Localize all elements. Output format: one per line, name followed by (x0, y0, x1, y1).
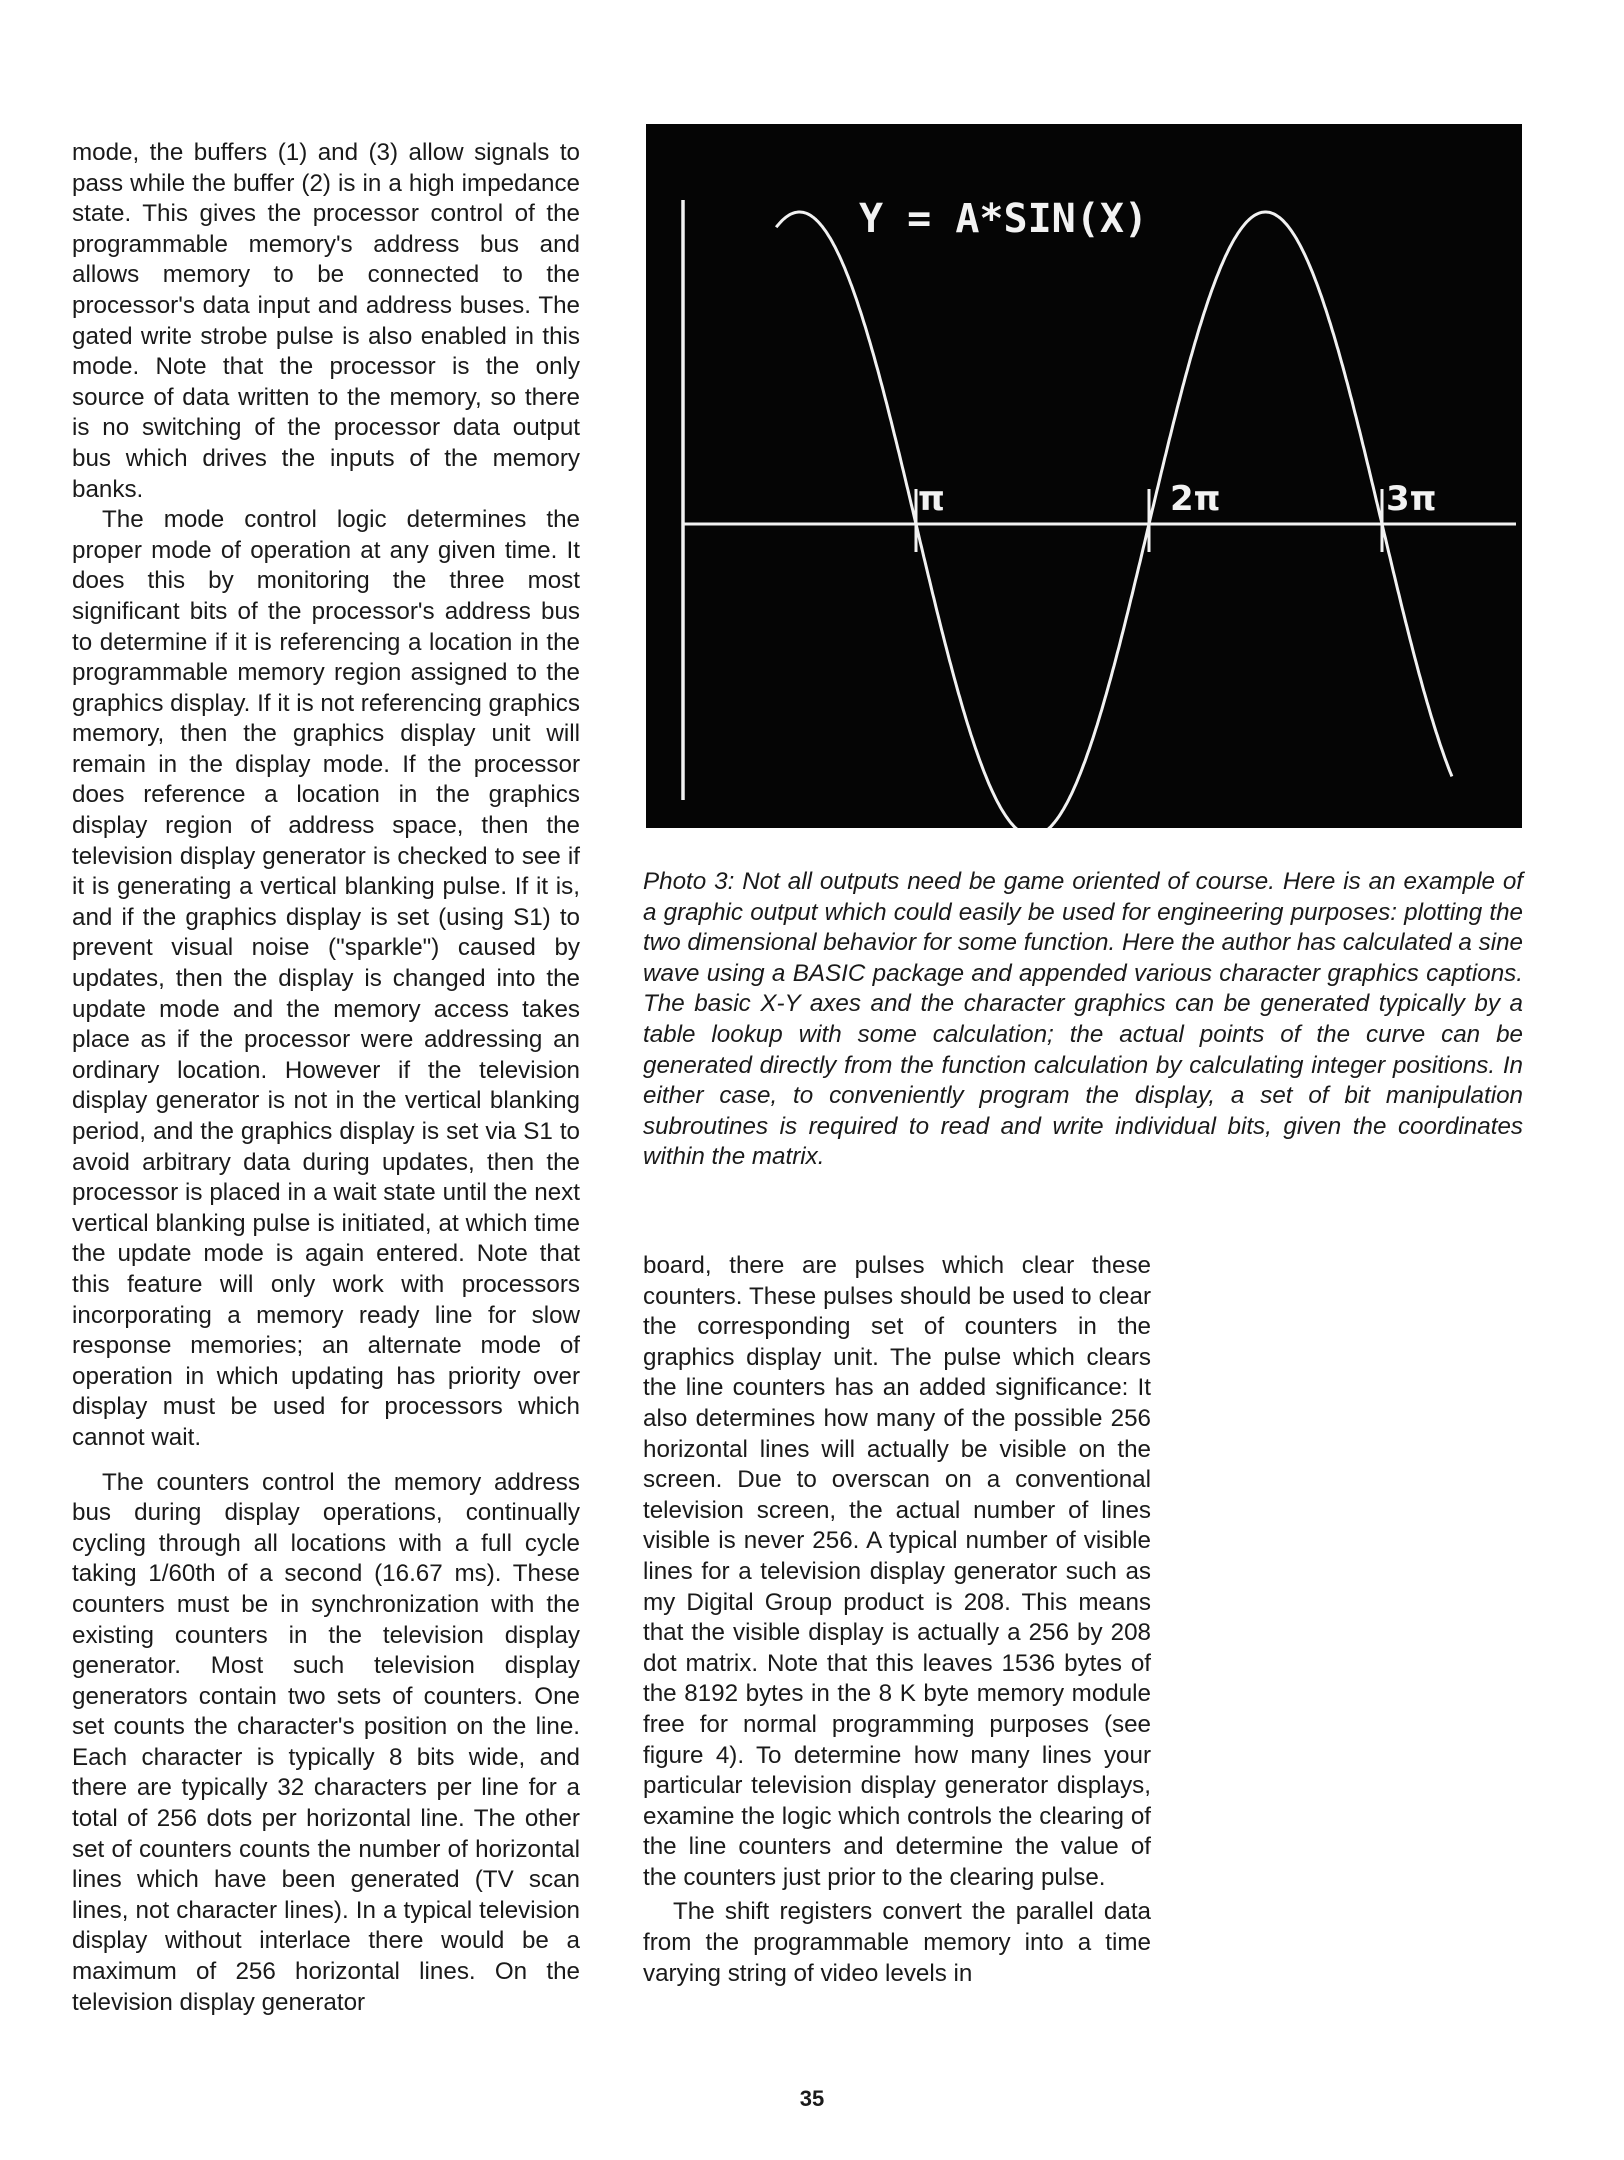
paragraph: mode, the buffers (1) and (3) allow signals to pass while the buffer (2) is in a high impedance state. This gives the processor control of the programmable memory's address bus and allows memory to be connected to the processor's data input and address buses. The gated write strobe pulse is also enabled in this mode. Note that the processor is the only source of data written to the memory, so there is no switching of the processor data output bus which drives the inputs of the memory banks. (72, 139, 580, 503)
paragraph: The mode control logic determines the proper mode of operation at any given time. It does this by monitoring the three most significant bits of the processor's address bus to determine if it is referencing a location in the programmable memory region assigned to the graphics display. If it is not referencing graphics memory, then the graphics display unit will remain in the display mode. If the processor does reference a location in the graphics display region of address space, then the television display generator is checked to see if it is generating a vertical blanking pulse. If it is, and if the graphics display is set (using S1) to prevent visual noise ("sparkle") caused by updates, then the display is changed into the update mode and the memory access takes place as if the processor were addressing an ordinary location. However if the television display generator is not in the vertical blanking period, and the graphics display is set via S1 to avoid arbitrary data during updates, then the processor is placed in a wait state until the next vertical blanking pulse is initiated, at which time the update mode is again entered. Note that this feature will only work with processors incorporating a memory ready line for slow response memories; an alternate mode of operation in which updating has priority over display must be used for processors which cannot wait. (72, 506, 580, 1451)
paragraph: The counters control the memory address bus during display operations, continually cycling through all locations with a full cycle taking 1/60th of a second (16.67 ms). These counters must be in synchronization with the existing counters in the television display generator. Most such television display generators contain two sets of counters. One set counts the character's position on the line. Each character is typically 8 bits wide, and there are typically 32 characters per line for a total of 256 dots per horizontal line. The other set of counters counts the number of horizontal lines which have been generated (TV scan lines, not character lines). In a typical television display without interlace there would be a maximum of 256 horizontal lines. On the television display generator (72, 1468, 580, 2016)
right-text-column (643, 1251, 1151, 1989)
label-3pi: 3π (1386, 479, 1437, 519)
graph-title: Y = A*SIN(X) (859, 196, 1148, 242)
label-pi: π (918, 479, 945, 519)
paragraph: The shift registers convert the parallel data from the programmable memory into a time varying string of video levels in (643, 1898, 1151, 1987)
page-number: 35 (799, 2086, 825, 2111)
label-2pi: 2π (1170, 479, 1221, 519)
left-text-column (72, 138, 580, 2018)
photo-caption: Photo 3: Not all outputs need be game oriented of course. Here is an example of a graphic output which could easily be used for engineering purposes: plotting the two dimensional behavior for some function. Here the author has calculated a sine wave using a BASIC package and appended various character graphics captions. The basic X-Y axes and the character graphics can be generated typically by a table lookup with some calculation; the actual points of the curve can be generated directly from the function calculation by calculating integer positions. In either case, to conveniently program the display, a set of bit manipulation subroutines is required to read and write individual bits, given the coordinates within the matrix. (643, 868, 1523, 1171)
paragraph: board, there are pulses which clear these counters. These pulses should be used to clear the corresponding set of counters in the graphics display unit. The pulse which clears the line counters has an added significance: It also determines how many of the possible 256 horizontal lines will actually be visible on the screen. Due to overscan on a conventional television screen, the actual number of lines visible is never 256. A typical number of visible lines for a television display generator such as my Digital Group product is 208. This means that the visible display is actually a 256 by 208 dot matrix. Note that this leaves 1536 bytes of the 8192 bytes in the 8 K byte memory module free for normal programming purposes (see figure 4). To determine how many lines your particular television display generator displays, examine the logic which controls the clearing of the line counters and determine the value of the counters just prior to the clearing pulse. (643, 1252, 1151, 1891)
photo-sine-wave-display (646, 124, 1522, 828)
